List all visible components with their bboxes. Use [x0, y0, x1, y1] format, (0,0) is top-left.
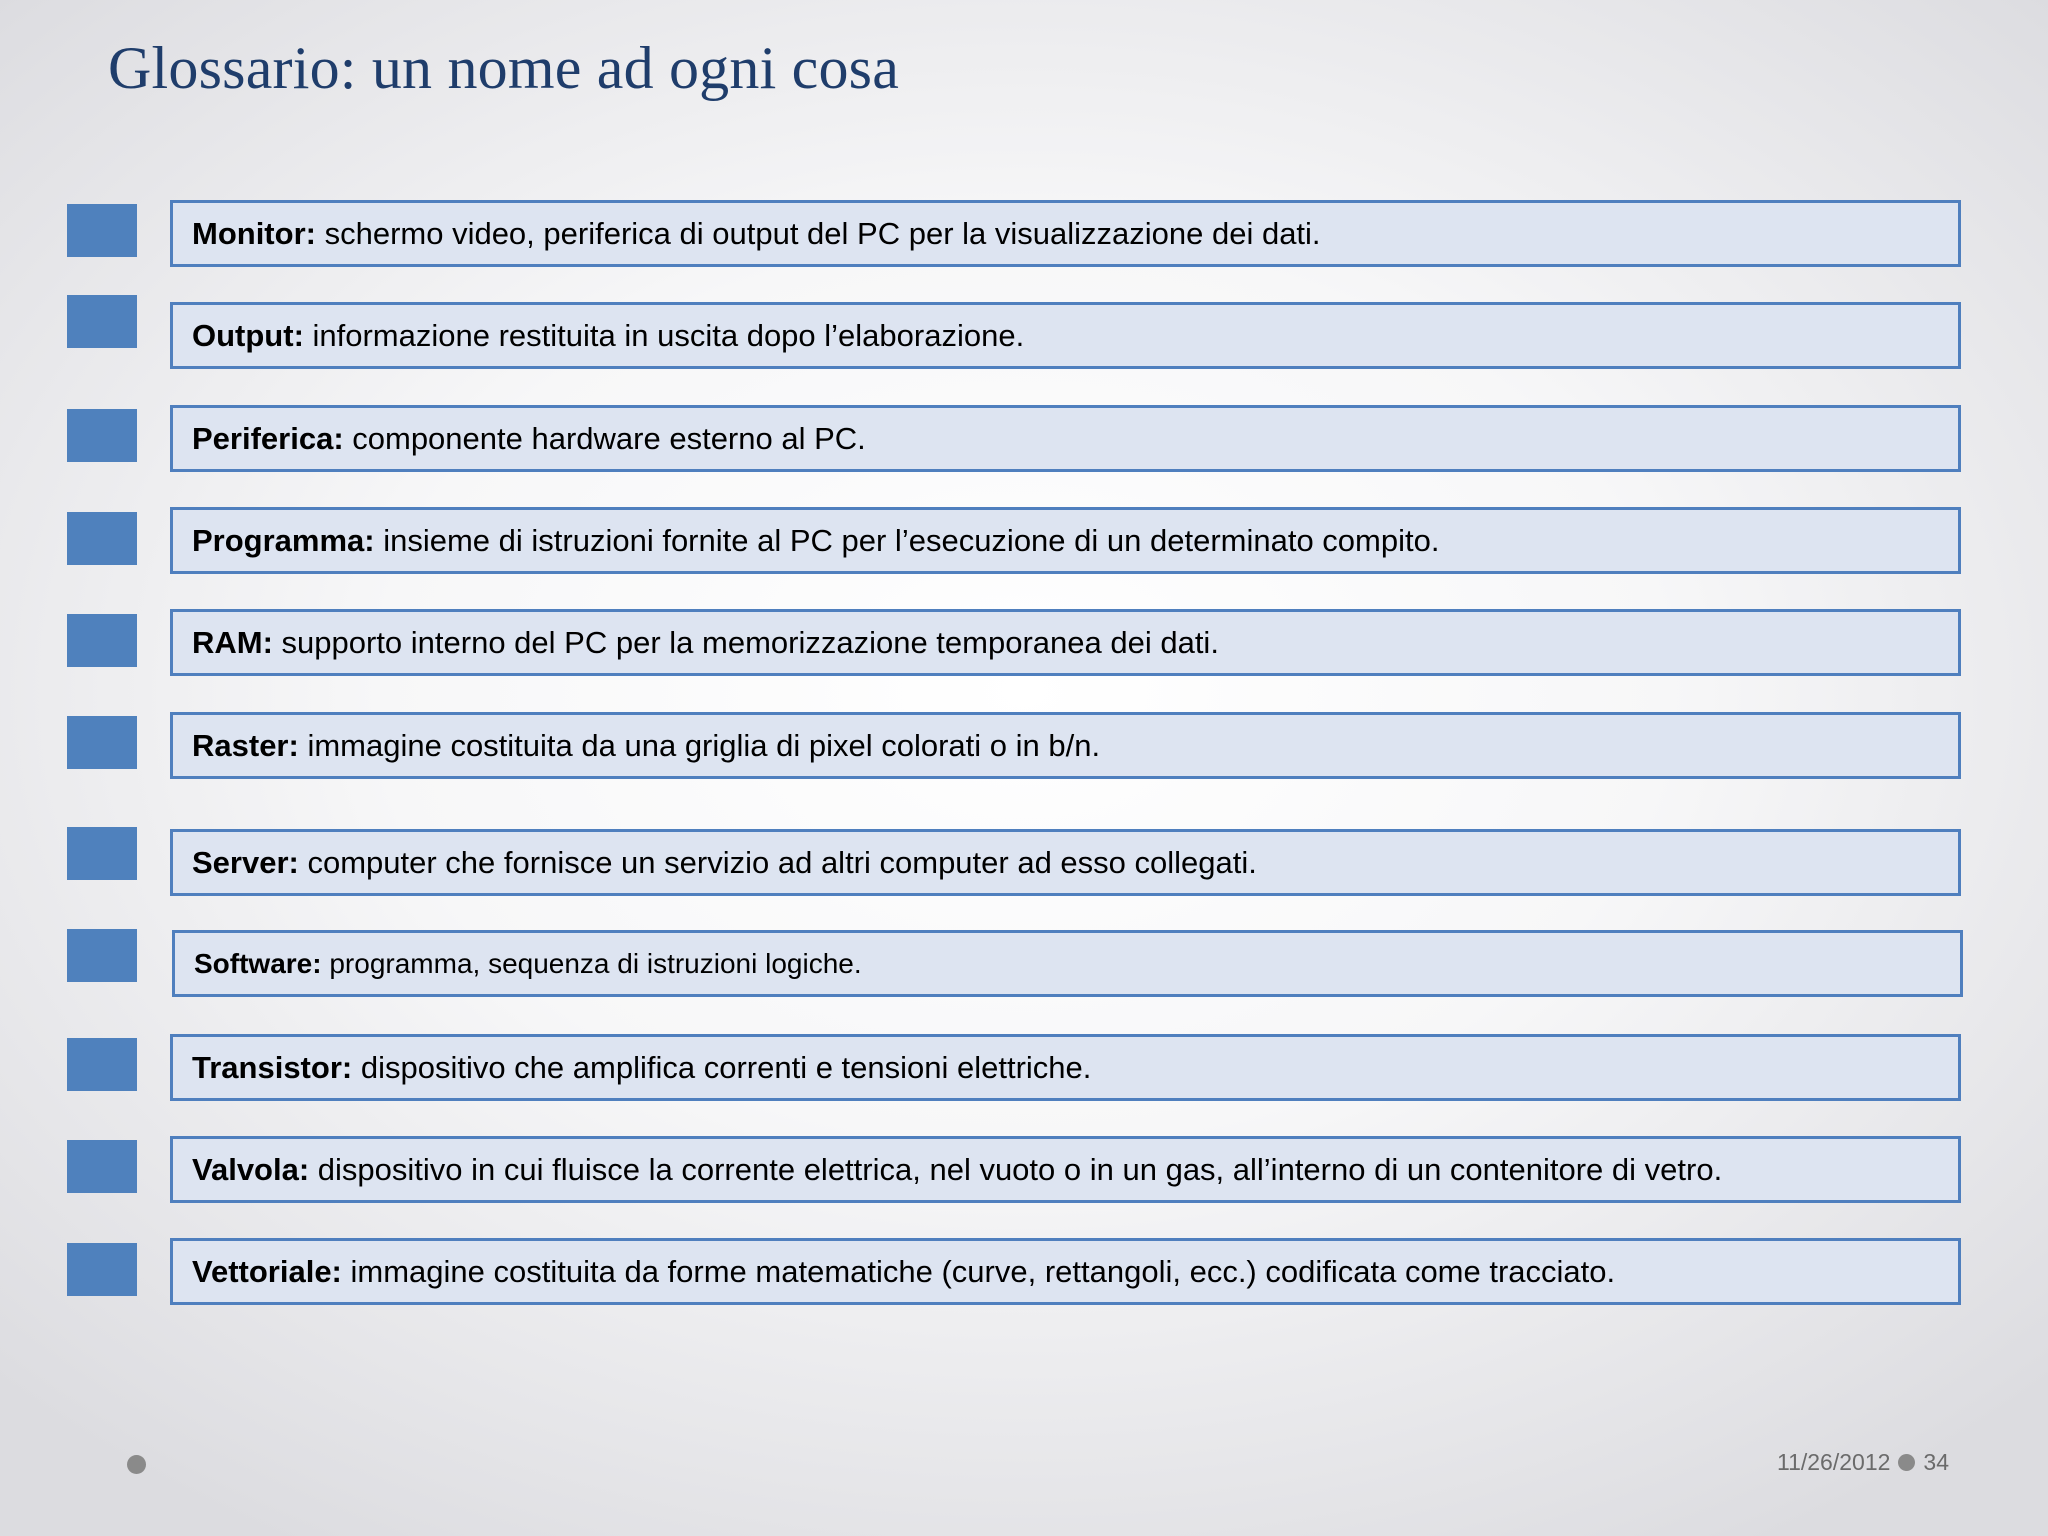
glossary-definition: supporto interno del PC per la memorizzazione temporanea dei dati. [272, 624, 1219, 660]
glossary-entry-vettoriale [170, 1238, 1961, 1305]
glossary-definition: programma, sequenza di istruzioni logiche. [321, 947, 862, 979]
bullet-square-icon [67, 1140, 137, 1193]
glossary-definition: immagine costituita da una griglia di pixel colorati o in b/n. [298, 727, 1101, 763]
glossary-term: Programma: [192, 522, 375, 558]
glossary-definition: schermo video, periferica di output del PC per la visualizzazione dei dati. [315, 215, 1321, 251]
glossary-term: Valvola: [192, 1151, 310, 1187]
glossary-term: Periferica: [192, 420, 344, 456]
bullet-square-icon [67, 1243, 137, 1296]
glossary-definition: immagine costituita da forme matematiche (curve, rettangoli, ecc.) codificata come tracciato. [341, 1253, 1616, 1289]
glossary-term: Vettoriale: [192, 1253, 342, 1289]
glossary-definition: insieme di istruzioni fornite al PC per l’esecuzione di un determinato compito. [374, 522, 1440, 558]
bullet-square-icon [67, 827, 137, 880]
glossary-term: Transistor: [192, 1049, 353, 1085]
glossary-term: Server: [192, 844, 299, 880]
glossary-entry-server [170, 829, 1961, 896]
glossary-entry-programma [170, 507, 1961, 574]
glossary-definition: computer che fornisce un servizio ad altri computer ad esso collegati. [298, 844, 1257, 880]
glossary-entry-ram [170, 609, 1961, 676]
bullet-square-icon [67, 614, 137, 667]
slide-footer [1777, 1449, 1949, 1476]
glossary-term: Output: [192, 317, 304, 353]
glossary-definition: informazione restituita in uscita dopo l’elaborazione. [303, 317, 1025, 353]
footer-dot-icon [127, 1455, 146, 1474]
glossary-entry-periferica [170, 405, 1961, 472]
footer-dot-icon [1898, 1454, 1915, 1471]
slide-title: Glossario: un nome ad ogni cosa [108, 35, 900, 101]
glossary-entry-output [170, 302, 1961, 369]
glossary-definition: dispositivo in cui fluisce la corrente elettrica, nel vuoto o in un gas, all’interno di un contenitore di vetro. [309, 1151, 1723, 1187]
slide-date: 11/26/2012 [1777, 1449, 1891, 1475]
glossary-term: Software: [194, 947, 322, 979]
bullet-square-icon [67, 929, 137, 982]
glossary-definition: componente hardware esterno al PC. [343, 420, 866, 456]
glossary-term: RAM: [192, 624, 273, 660]
glossary-entry-valvola [170, 1136, 1961, 1203]
bullet-square-icon [67, 512, 137, 565]
glossary-entry-monitor [170, 200, 1961, 267]
glossary-term: Monitor: [192, 215, 316, 251]
glossary-term: Raster: [192, 727, 299, 763]
glossary-entry-software [172, 930, 1963, 997]
bullet-square-icon [67, 295, 137, 348]
bullet-square-icon [67, 1038, 137, 1091]
bullet-square-icon [67, 204, 137, 257]
bullet-square-icon [67, 716, 137, 769]
slide-number: 34 [1923, 1449, 1949, 1475]
glossary-entry-raster [170, 712, 1961, 779]
glossary-entry-transistor [170, 1034, 1961, 1101]
bullet-square-icon [67, 409, 137, 462]
glossary-definition: dispositivo che amplifica correnti e tensioni elettriche. [352, 1049, 1092, 1085]
